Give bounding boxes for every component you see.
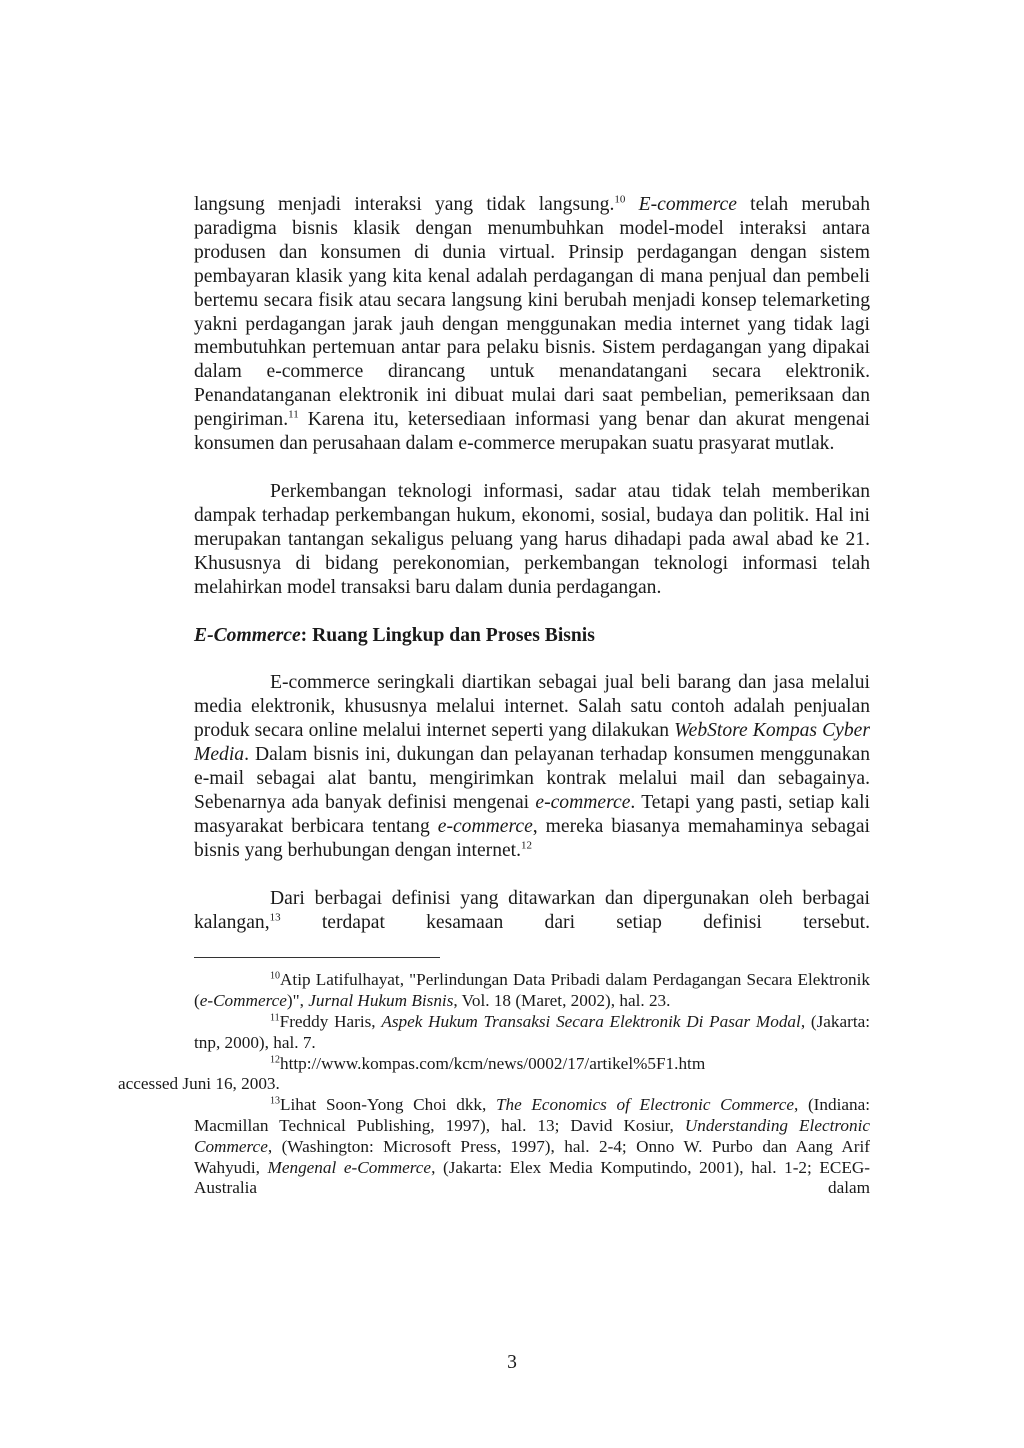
section-heading: [194, 624, 870, 648]
paragraph-3: [194, 671, 870, 862]
footnote-text: , (Washington: Microsoft Press, 1997), hal. 2-4; Onno W. Purbo dan Aang Arif Wahyudi,: [194, 1136, 870, 1177]
footnote-12: [118, 1053, 870, 1096]
footnote-10: [194, 970, 870, 1012]
footnote-text: , (Jakarta: tnp, 2000), hal. 7.: [194, 1012, 871, 1052]
page-number: 3: [507, 1352, 517, 1373]
footnote-book-title: Understanding Electronic Commerce: [194, 1116, 871, 1156]
footnote-13: [194, 1095, 870, 1199]
paragraph-4-text: terdapat kesamaan dari setiap definisi tersebut.: [280, 911, 870, 933]
paragraph-1-text: langsung menjadi interaksi yang tidak langsung.: [194, 194, 615, 215]
paragraph-2: Perkembangan teknologi informasi, sadar atau tidak telah memberikan dampak terhadap perkembangan hukum, ekonomi, sosial, budaya dan politik. Hal ini merupakan tantangan sekaligus peluang yang harus dihadapi pada awal abad ke 21. Khususnya di bidang perekonomian, perkembangan teknologi informasi telah melahirkan model transaksi baru dalam dunia perdagangan.: [194, 480, 870, 598]
section-heading-italic: E-Commerce: [194, 624, 301, 646]
footnote-number: 10: [270, 970, 280, 982]
section-heading-text: : Ruang Lingkup dan Proses Bisnis: [300, 624, 595, 646]
footnote-text: , (Jakarta: Elex Media Komputindo, 2001), hal. 1-2; ECEG-Australia dalam: [194, 1157, 870, 1198]
footnote-url-link[interactable]: http://www.kompas.com/kcm/news/0002/17/artikel%5F1.htm: [280, 1053, 706, 1073]
footnotes: [118, 970, 871, 1199]
paragraph-4: [194, 887, 870, 935]
footnote-ref-10[interactable]: 10: [614, 193, 626, 206]
footnote-number: 12: [270, 1053, 280, 1065]
paragraph-4-text: Dari berbagai definisi yang ditawarkan dan dipergunakan oleh berbagai kalangan,: [194, 887, 870, 933]
footnote-text: )",: [286, 991, 309, 1011]
footnote-text: Atip Latifulhayat, "Perlindungan Data Pribadi dalam Perdagangan Secara Elektronik (: [194, 970, 870, 1011]
term-e-commerce: E-commerce: [638, 194, 737, 215]
footnote-11: [194, 1012, 870, 1054]
term-e-commerce: e-commerce: [535, 791, 631, 813]
footnote-ref-13[interactable]: 13: [269, 911, 281, 924]
footnote-number: 11: [270, 1012, 280, 1024]
footnote-divider: [194, 957, 440, 958]
footnote-text: accessed Juni 16, 2003.: [118, 1074, 280, 1094]
footnote-book-title: Mengenal e-Commerce: [267, 1157, 432, 1177]
footnote-ref-12[interactable]: 12: [521, 839, 533, 852]
paragraph-3-text: E-commerce seringkali diartikan sebagai jual beli barang dan jasa melalui media elektronik, khususnya melalui internet. Salah satu contoh adalah penjualan produk secara online melalui internet seperti yang dilakukan: [194, 672, 870, 742]
paragraph-3-text: . Tetapi yang pasti, setiap kali masyarakat berbicara tentang: [194, 791, 870, 837]
footnote-text: Freddy Haris,: [279, 1012, 382, 1032]
footnote-text: , (Indiana: Macmillan Technical Publishing, 1997), hal. 13; David Kosiur,: [194, 1095, 870, 1136]
footnote-book-title: The Economics of Electronic Commerce: [495, 1095, 794, 1115]
paragraph-3-text: . Dalam bisnis ini, dukungan dan pelayanan terhadap konsumen menggunakan e-mail sebagai alat bantu, mengirimkan kontrak melalui mail dan sebagainya. Sebenarnya ada banyak definisi mengenai: [194, 744, 870, 813]
footnote-text: Lihat Soon-Yong Choi dkk,: [280, 1095, 496, 1115]
footnote-book-title: Aspek Hukum Transaksi Secara Elektronik Di Pasar Modal: [381, 1012, 801, 1032]
paragraph-1-text: Karena itu, ketersediaan informasi yang benar dan akurat mengenai konsumen dan perusahaan dalam e-commerce merupakan suatu prasyarat mutlak.: [194, 409, 870, 455]
footnote-number: 13: [270, 1095, 280, 1107]
term-e-commerce: e-commerce: [437, 815, 533, 837]
footnote-journal: Jurnal Hukum Bisnis: [308, 991, 454, 1011]
paragraph-1-text: telah merubah paradigma bisnis klasik dengan menumbuhkan model-model interaksi antara produsen dan konsumen di dunia virtual. Prinsip perdagangan dengan sistem pembayaran klasik yang kita kenal adalah perdagangan di mana penjual dan pembeli bertemu secara fisik atau secara langsung kini berubah menjadi konsep telemarketing yakni perdagangan jarak jauh dengan menggunakan media internet yang tidak lagi membutuhkan pertemuan antar para pelaku bisnis. Sistem perdagangan yang dipakai dalam e-commerce dirancang untuk menandatangani secara elektronik. Penandatanganan elektronik ini dibuat mulai dari saat pembelian, pemeriksaan dan pengiriman.: [194, 194, 870, 431]
footnote-italic: e-Commerce: [199, 991, 287, 1011]
page-content: [118, 193, 871, 1199]
paragraph-1: [194, 193, 870, 456]
footnote-text: , Vol. 18 (Maret, 2002), hal. 23.: [453, 991, 671, 1011]
paragraph-3-text: , mereka biasanya memahaminya sebagai bisnis yang berhubungan dengan internet.: [194, 815, 870, 861]
footnote-ref-11[interactable]: 11: [288, 408, 299, 421]
term-webstore: WebStore Kompas Cyber Media: [194, 720, 870, 766]
